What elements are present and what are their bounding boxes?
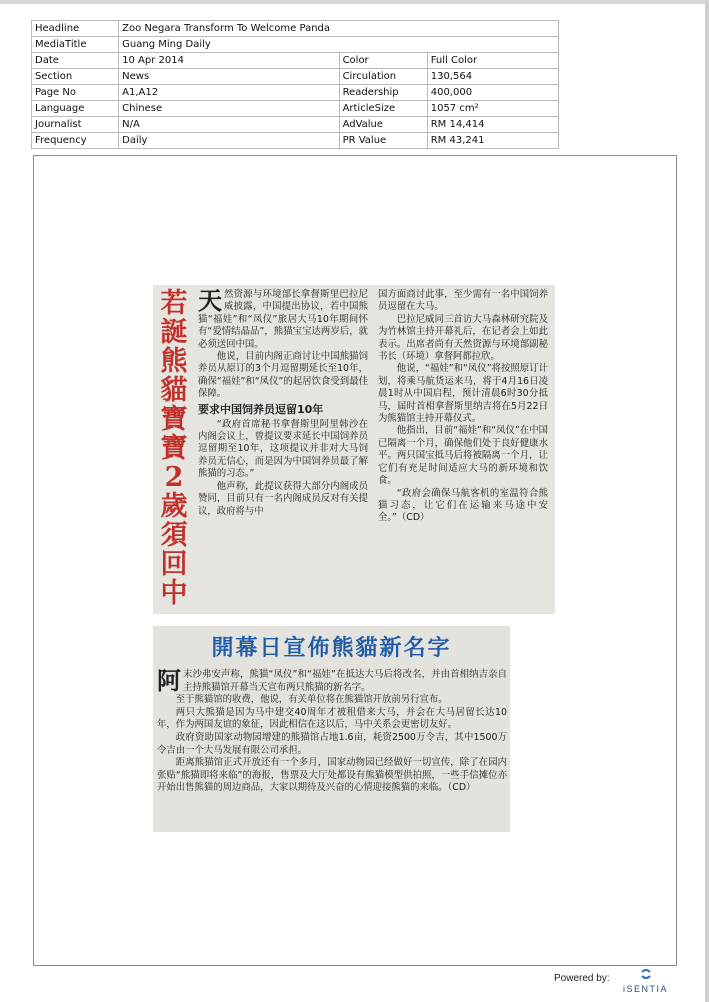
language-label: Language [32,101,119,117]
article-paragraph: 他说，“福娃”和“凤仪”将按照原订计划，将乘马航货运来马，将于4月16日凌晨1时从中国启程，预计清晨6时30分抵马，届时首相拿督斯里纳吉将在5月22日为熊猫馆主持开幕仪式。 [378,363,548,425]
article-metadata-table [31,20,559,149]
article-paragraph: 至于熊猫馆的收费，他说，有关单位将在熊猫馆开放前另行宣布。 [175,694,448,706]
article-paragraph: 天然资源与环境部长拿督斯里巴拉尼威披露，中国提出协议，若中国熊猫“福娃”和“凤仪”旅居大马10年期间怀有“爱情结晶品”，熊猫宝宝达两岁后，就必须送回中国。 [198,286,368,350]
date-value: 10 Apr 2014 [119,53,339,69]
date-label: Date [32,53,119,69]
headline-label: Headline [32,21,119,37]
color-label: Color [339,53,427,69]
articlesize-label: ArticleSize [339,101,427,117]
advalue-value: RM 14,414 [427,117,558,133]
readership-value: 400,000 [427,85,558,101]
journalist-label: Journalist [32,117,119,133]
section-label: Section [32,69,119,85]
article-body [157,666,507,795]
prvalue-value: RM 43,241 [427,133,558,149]
table-row [32,117,559,133]
table-row [32,37,559,53]
article-paragraph: 他说，目前内阁正商讨让中国熊猫饲养员从原订的3个月逗留期延长至10年，确保“福娃”和“凤仪”的起居饮食受到最佳保障。 [198,351,368,400]
article-paragraph: “政府首席秘书拿督斯里阿里韩沙在内阁会议上，曾提议要求延长中国饲养员逗留期至10年，这项提议并非对大马饲养员无信心，而是因为中国饲养员最了解熊猫的习态。” [198,418,368,480]
circulation-value: 130,564 [427,69,558,85]
drop-cap: 天 [198,286,222,315]
isentia-logo-icon [639,967,653,981]
article-column-left [198,286,368,518]
article-paragraph: 距离熊猫馆正式开放还有一个多月，国家动物园已经做好一切宣传，除了在园内张贴“熊猫即将来临”的海报，售票及大厅处都设有熊猫模型供拍照，一些手信摊位亦开始出售熊猫的周边商品，大家以期待及兴奋的心情迎接熊猫的来临。（CD） [157,757,507,794]
articlesize-value: 1057 cm² [427,101,558,117]
article-paragraph: 国方面商讨此事，至少需有一名中国饲养员逗留在大马。 [378,289,548,313]
frequency-value: Daily [119,133,339,149]
table-row [32,21,559,37]
circulation-label: Circulation [339,69,427,85]
readership-label: Readership [339,85,427,101]
article-subheading: 要求中国饲养员逗留10年 [198,402,324,416]
mediatitle-label: MediaTitle [32,37,119,53]
clipping-headline: 若誕熊貓寶寶2歲須回中 [160,288,188,609]
article-paragraph: 政府资助国家动物园增建的熊猫馆占地1.6亩，耗资2500万令吉，其中1500万令吉由一个大马发展有限公司承担。 [157,731,507,756]
advalue-label: AdValue [339,117,427,133]
isentia-brand: iSENTIA [623,984,669,994]
drop-cap: 阿 [157,666,181,695]
article-paragraph: 两只大熊猫是因为马中建交40周年才被租借来大马，并会在大马居留长达10年，作为两国友谊的象征，因此相信在这以后，马中关系会更密切友好。 [157,706,507,731]
table-row [32,53,559,69]
article-paragraph: 他指出，目前“福娃”和“凤仪”在中国已隔离一个月，确保他们处于良好健康水平。两只国宝抵马后将被隔离一个月，让它们有充足时间适应大马的新环境和饮食。 [378,425,548,487]
pageno-value: A1,A12 [119,85,339,101]
news-clipping-main [153,285,555,614]
page-top-edge [0,0,709,4]
frequency-label: Frequency [32,133,119,149]
clipping-headline: 開幕日宣佈熊貓新名字 [211,636,452,661]
table-row [32,69,559,85]
language-value: Chinese [119,101,339,117]
table-row [32,133,559,149]
prvalue-label: PR Value [339,133,427,149]
article-paragraph: 阿末沙弗安声称，熊猫“凤仪”和“福娃”在抵达大马后将改名，并由首相纳吉亲自主持熊猫馆开幕当天宣布两只熊猫的新名字。 [157,666,507,695]
headline-value: Zoo Negara Transform To Welcome Panda [119,21,559,37]
color-value: Full Color [427,53,558,69]
news-clipping-secondary [153,626,510,832]
article-paragraph: 巴拉尼威同三首访大马森林研究院及为竹林馆主持开幕礼后，在记者会上如此表示。出席者尚有天然资源与环境部副秘书长（环境）拿督阿都拉欣。 [378,313,548,363]
journalist-value: N/A [119,117,339,133]
section-value: News [119,69,339,85]
powered-by-label: Powered by: [554,973,610,984]
table-row [32,101,559,117]
table-row [32,85,559,101]
page-right-edge [705,0,709,1002]
mediatitle-value: Guang Ming Daily [119,37,559,53]
article-column-right [378,289,548,525]
article-paragraph: “政府会确保马航客机的室温符合熊猫习态，让它们在运输来马途中安全。”（CD） [378,487,548,524]
article-paragraph: 他声称，此提议获得大部分内阁成员赞同，目前只有一名内阁成员反对有关提议，政府将与中 [198,480,368,517]
pageno-label: Page No [32,85,119,101]
